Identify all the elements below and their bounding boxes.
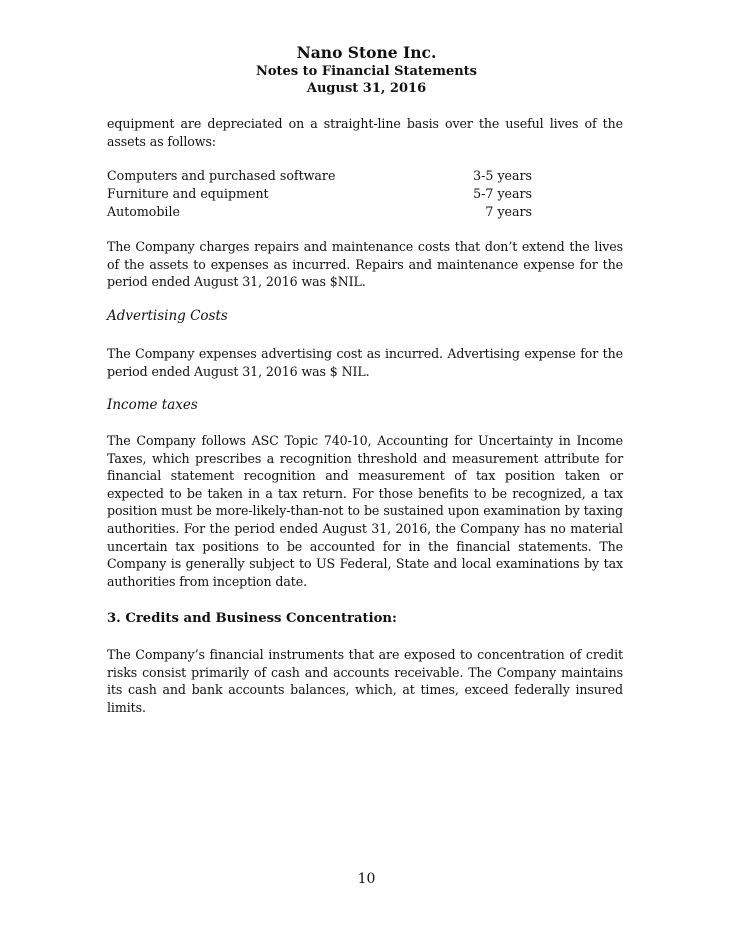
asset-life: 7 years	[485, 204, 532, 219]
asset-name: Furniture and equipment	[107, 186, 269, 201]
useful-life-row	[107, 186, 532, 201]
document-subtitle: Notes to Financial Statements	[255, 64, 477, 79]
page-number: 10	[357, 871, 376, 887]
document-date: August 31, 2016	[306, 81, 427, 96]
advertising-paragraph: The Company expenses advertising cost as incurred. Advertising expense for the period ended August 31, 2016 was $ NIL.	[107, 346, 623, 379]
repairs-paragraph: The Company charges repairs and maintenance costs that don’t extend the lives of the assets to expenses as incurred. Repairs and maintenance expense for the period ended August 31, 2016 was $NIL.	[107, 239, 623, 290]
useful-life-row	[107, 204, 532, 219]
company-name: Nano Stone Inc.	[296, 43, 437, 62]
asset-life: 3-5 years	[473, 168, 532, 183]
advertising-heading: Advertising Costs	[107, 308, 228, 324]
income-taxes-paragraph: The Company follows ASC Topic 740-10, Accounting for Uncertainty in Income Taxes, which prescribes a recognition threshold and measurement attribute for financial statement recognition and measurement of tax position taken or expected to be taken in a tax return. For those benefits to be recognized, a tax position must be more-likely-than-not to be sustained upon examination by taxing authorities. For the period ended August 31, 2016, the Company has no material uncertain tax positions to be accounted for in the financial statements. The Company is generally subject to US Federal, State and local examinations by tax authorities from inception date.	[107, 433, 623, 589]
asset-name: Computers and purchased software	[107, 168, 336, 183]
asset-life: 5-7 years	[473, 186, 532, 201]
income-taxes-heading: Income taxes	[107, 397, 198, 413]
section-3-heading: 3. Credits and Business Concentration:	[107, 611, 397, 626]
intro-paragraph: equipment are depreciated on a straight-line basis over the useful lives of the assets as follows:	[107, 116, 623, 149]
useful-life-row	[107, 168, 532, 183]
section-3-paragraph: The Company’s financial instruments that are exposed to concentration of credit risks consist primarily of cash and accounts receivable. The Company maintains its cash and bank accounts balances, which, at times, exceed federally insured limits.	[107, 647, 623, 715]
asset-name: Automobile	[107, 204, 180, 219]
